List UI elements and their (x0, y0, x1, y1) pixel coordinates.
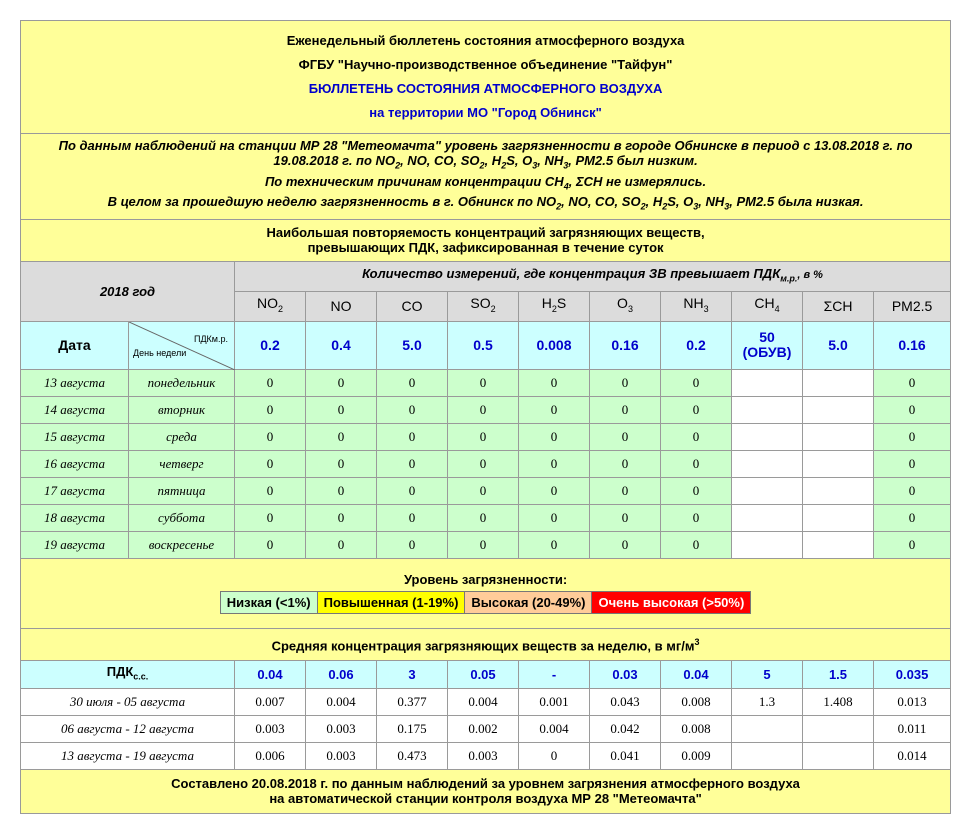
avg-value: 0.041 (590, 742, 661, 769)
pollutant-header (519, 291, 590, 321)
row-value: 0 (235, 396, 306, 423)
header-bulletin: БЮЛЛЕТЕНЬ СОСТОЯНИЯ АТМОСФЕРНОГО ВОЗДУХА (308, 81, 663, 96)
legend-section (21, 558, 951, 628)
row-value (803, 396, 874, 423)
pdk-value (661, 321, 732, 369)
row-date: 16 августа (21, 450, 129, 477)
pdk-number: 50 (759, 329, 775, 346)
avg-value: 0.003 (448, 742, 519, 769)
pdk-row (21, 321, 951, 369)
avg-row (21, 688, 951, 715)
row-value: 0 (874, 477, 951, 504)
avg-value: 0.043 (590, 688, 661, 715)
count-label: Количество измерений, где концентрация ЗВ превышает $ПДК_{м.р.}$, в % (235, 261, 951, 291)
pollutant-name: CH (754, 294, 775, 311)
pdk-ss-value: 3 (377, 660, 448, 688)
pdk-value (377, 321, 448, 369)
row-value: 0 (306, 531, 377, 558)
pdk-ss-value: 5 (732, 660, 803, 688)
year-label: 2018 год (21, 261, 235, 321)
row-value: 0 (235, 504, 306, 531)
row-value: 0 (661, 423, 732, 450)
avg-value: 0.008 (661, 715, 732, 742)
avg-period: 06 августа - 12 августа (21, 715, 235, 742)
row-value (803, 531, 874, 558)
legend (220, 591, 752, 614)
row-value: 0 (235, 450, 306, 477)
row-weekday: понедельник (129, 369, 235, 396)
avg-value: 0.009 (661, 742, 732, 769)
bulletin (20, 20, 950, 814)
row-value: 0 (306, 450, 377, 477)
pdk-number: 0.4 (331, 336, 351, 353)
legend-very-high: Очень высокая (>50%) (592, 592, 751, 614)
diagonal-header (129, 321, 235, 369)
row-weekday: четверг (129, 450, 235, 477)
summary-line-1: По данным наблюдений на станции МР 28 "Метеомачта" уровень загрязненности в городе Обнинске в период с 13.08.2018 г. по (58, 138, 913, 153)
row-value: 0 (377, 369, 448, 396)
pdk-number: 0.008 (536, 336, 572, 353)
row-value (732, 423, 803, 450)
pdk-number: 0.2 (260, 336, 280, 353)
row-value: 0 (590, 396, 661, 423)
header-territory: на территории МО "Город Обнинск" (369, 105, 602, 120)
pdk-ss-value: 0.05 (448, 660, 519, 688)
legend-low: Низкая (<1%) (220, 592, 317, 614)
row-value: 0 (874, 450, 951, 477)
legend-mid: Повышенная (1-19%) (317, 592, 465, 614)
pdk-value (590, 321, 661, 369)
row-date: 14 августа (21, 396, 129, 423)
avg-value: 0.004 (306, 688, 377, 715)
avg-value (732, 715, 803, 742)
row-value: 0 (377, 423, 448, 450)
avg-value: 0.002 (448, 715, 519, 742)
avg-value: 0.008 (661, 688, 732, 715)
pdk-number: 0.16 (611, 336, 639, 353)
pdk-number: 5.0 (402, 336, 422, 353)
row-value: 0 (306, 504, 377, 531)
avg-value (803, 715, 874, 742)
pollutant-subscript: 4 (774, 303, 780, 314)
row-weekday: пятница (129, 477, 235, 504)
avg-value: 0.175 (377, 715, 448, 742)
pollutant-subscript: 2 (490, 303, 496, 314)
table-row (21, 396, 951, 423)
pdk-ss-value: 1.5 (803, 660, 874, 688)
footer-line-1: Составлено 20.08.2018 г. по данным наблюдений за уровнем загрязнения атмосферного воздуха (171, 776, 800, 792)
avg-value: 0 (519, 742, 590, 769)
row-value (732, 396, 803, 423)
avg-value: 0.004 (448, 688, 519, 715)
row-value: 0 (448, 504, 519, 531)
row-value: 0 (874, 531, 951, 558)
row-value (732, 450, 803, 477)
diag-top-label: ПДКм.р. (193, 333, 228, 344)
pollutant-name: NO (330, 297, 352, 314)
table-row (21, 423, 951, 450)
avg-value (732, 742, 803, 769)
row-value: 0 (235, 423, 306, 450)
row-value: 0 (377, 477, 448, 504)
avg-value: 0.014 (874, 742, 951, 769)
row-value: 0 (448, 369, 519, 396)
pollutant-tail: S (556, 294, 567, 311)
row-date: 19 августа (21, 531, 129, 558)
legend-high: Высокая (20-49%) (465, 592, 592, 614)
row-value (732, 477, 803, 504)
avg-value: 0.007 (235, 688, 306, 715)
row-value (803, 504, 874, 531)
diag-bottom-label: День недели (133, 347, 187, 358)
pdk-value (306, 321, 377, 369)
pollutant-name: NO (256, 294, 278, 311)
header-org: ФГБУ "Научно-производственное объединение "Тайфун" (298, 57, 673, 72)
avg-value: 0.001 (519, 688, 590, 715)
row-value: 0 (448, 531, 519, 558)
row-value: 0 (235, 477, 306, 504)
pdk-value (448, 321, 519, 369)
pdk-ss-value: 0.035 (874, 660, 951, 688)
bulletin-table (20, 20, 951, 814)
pdk-ss-label: $ПДК_{с.с.}$ (21, 660, 235, 688)
row-value: 0 (448, 423, 519, 450)
legend-title: Уровень загрязненности: (403, 572, 568, 588)
avg-value: 0.006 (235, 742, 306, 769)
row-value: 0 (590, 531, 661, 558)
pollutant-name: PM2.5 (891, 297, 933, 314)
row-date: 15 августа (21, 423, 129, 450)
table-row (21, 531, 951, 558)
pdk-obuv: (ОБУВ) (742, 344, 792, 361)
pollutant-name: O (617, 294, 628, 311)
row-value: 0 (590, 477, 661, 504)
footer (21, 769, 951, 813)
pdk-value (519, 321, 590, 369)
row-value: 0 (590, 450, 661, 477)
row-value (803, 369, 874, 396)
pollutant-header (377, 291, 448, 321)
row-weekday: воскресенье (129, 531, 235, 558)
table-row (21, 450, 951, 477)
header-title: Еженедельный бюллетень состояния атмосферного воздуха (286, 33, 685, 48)
pdk-number: 5.0 (828, 336, 848, 353)
avg-value: 0.042 (590, 715, 661, 742)
row-value: 0 (519, 396, 590, 423)
avg-value (803, 742, 874, 769)
pollutant-name: NH (683, 294, 704, 311)
pollutant-header (732, 291, 803, 321)
date-label: Дата (21, 321, 129, 369)
row-value: 0 (519, 369, 590, 396)
pollutant-name: SO (470, 294, 491, 311)
pdk-ss-row (21, 660, 951, 688)
avg-value: 1.3 (732, 688, 803, 715)
pdk-value (235, 321, 306, 369)
pdk-ss-value: 0.04 (235, 660, 306, 688)
row-value: 0 (519, 423, 590, 450)
row-value (732, 504, 803, 531)
row-value: 0 (519, 531, 590, 558)
row-value: 0 (235, 369, 306, 396)
avg-period: 13 августа - 19 августа (21, 742, 235, 769)
row-value: 0 (661, 477, 732, 504)
row-value (732, 369, 803, 396)
avg-period: 30 июля - 05 августа (21, 688, 235, 715)
row-value: 0 (519, 477, 590, 504)
pollutant-header (306, 291, 377, 321)
row-value: 0 (661, 450, 732, 477)
table-row (21, 477, 951, 504)
row-value: 0 (377, 450, 448, 477)
avg-value: 0.013 (874, 688, 951, 715)
bulletin-header (21, 21, 951, 134)
row-value: 0 (377, 396, 448, 423)
row-value (732, 531, 803, 558)
row-value: 0 (377, 531, 448, 558)
pollutant-subscript: 2 (277, 303, 283, 314)
row-value: 0 (874, 423, 951, 450)
pollutant-header (661, 291, 732, 321)
row-value: 0 (519, 450, 590, 477)
pollutant-header (803, 291, 874, 321)
pdk-ss-value: - (519, 660, 590, 688)
row-value: 0 (661, 504, 732, 531)
row-value: 0 (306, 396, 377, 423)
avg-row (21, 742, 951, 769)
summary-line-3: По техническим причинам концентрации $CH_4$, ΣCH не измерялись. (264, 173, 707, 192)
table-row (21, 504, 951, 531)
row-value: 0 (448, 477, 519, 504)
row-value: 0 (661, 369, 732, 396)
avg-value: 0.003 (306, 742, 377, 769)
row-value: 0 (377, 504, 448, 531)
pollutant-header (448, 291, 519, 321)
avg-value: 0.473 (377, 742, 448, 769)
pdk-number: 0.2 (686, 336, 706, 353)
row-value: 0 (661, 396, 732, 423)
pdk-number: 0.5 (473, 336, 493, 353)
pollutant-name: H (541, 294, 552, 311)
row-value: 0 (590, 369, 661, 396)
pdk-value (874, 321, 951, 369)
row-value: 0 (590, 423, 661, 450)
pollutant-name: CO (401, 297, 423, 314)
row-value: 0 (874, 396, 951, 423)
avg-value: 0.003 (306, 715, 377, 742)
row-value: 0 (306, 423, 377, 450)
row-value: 0 (235, 531, 306, 558)
row-value (803, 477, 874, 504)
pollutant-name: ΣCH (823, 297, 853, 314)
row-value: 0 (448, 396, 519, 423)
pdk-number: 0.16 (898, 336, 926, 353)
pollutant-subscript: 3 (703, 303, 709, 314)
row-value: 0 (874, 504, 951, 531)
repeat-title: Наибольшая повторяемость концентраций загрязняющих веществ, превышающих ПДК, зафиксированная в течение суток (21, 219, 951, 261)
pdk-ss-value: 0.04 (661, 660, 732, 688)
row-date: 13 августа (21, 369, 129, 396)
row-value: 0 (306, 369, 377, 396)
avg-title: Средняя концентрация загрязняющих веществ за неделю, в $мг/м^3$ (21, 628, 951, 660)
avg-value: 0.377 (377, 688, 448, 715)
row-value: 0 (661, 531, 732, 558)
row-value (803, 423, 874, 450)
row-weekday: среда (129, 423, 235, 450)
row-date: 18 августа (21, 504, 129, 531)
row-date: 17 августа (21, 477, 129, 504)
row-value: 0 (519, 504, 590, 531)
pollutant-subscript: 3 (627, 303, 633, 314)
pollutant-header (590, 291, 661, 321)
pdk-ss-value: 0.03 (590, 660, 661, 688)
avg-value: 0.003 (235, 715, 306, 742)
avg-value: 1.408 (803, 688, 874, 715)
pollutant-header (874, 291, 951, 321)
pdk-value (732, 321, 803, 369)
pdk-ss-value: 0.06 (306, 660, 377, 688)
summary (21, 134, 951, 220)
row-value: 0 (306, 477, 377, 504)
row-value: 0 (590, 504, 661, 531)
row-value: 0 (874, 369, 951, 396)
row-weekday: суббота (129, 504, 235, 531)
pollutant-header (235, 291, 306, 321)
footer-line-2: на автоматической станции контроля воздуха МР 28 "Метеомачта" (269, 791, 702, 807)
avg-value: 0.004 (519, 715, 590, 742)
summary-line-4: В целом за прошедшую неделю загрязненность в г. Обнинск по $NO_2$, NO, CO, $SO_2$, $H_2S$, $O_3$, $NH_3$, PM2.5 была низкая. (107, 194, 864, 212)
summary-line-2: 19.08.2018 г. по $NO_2$, NO, CO, $SO_2$, $H_2S$, $O_3$, $NH_3$, PM2.5 был низким. (273, 153, 698, 171)
table-row (21, 369, 951, 396)
pollutant-subscript: 2 (551, 303, 557, 314)
row-value: 0 (448, 450, 519, 477)
avg-value: 0.011 (874, 715, 951, 742)
pdk-value (803, 321, 874, 369)
row-weekday: вторник (129, 396, 235, 423)
row-value (803, 450, 874, 477)
avg-row (21, 715, 951, 742)
